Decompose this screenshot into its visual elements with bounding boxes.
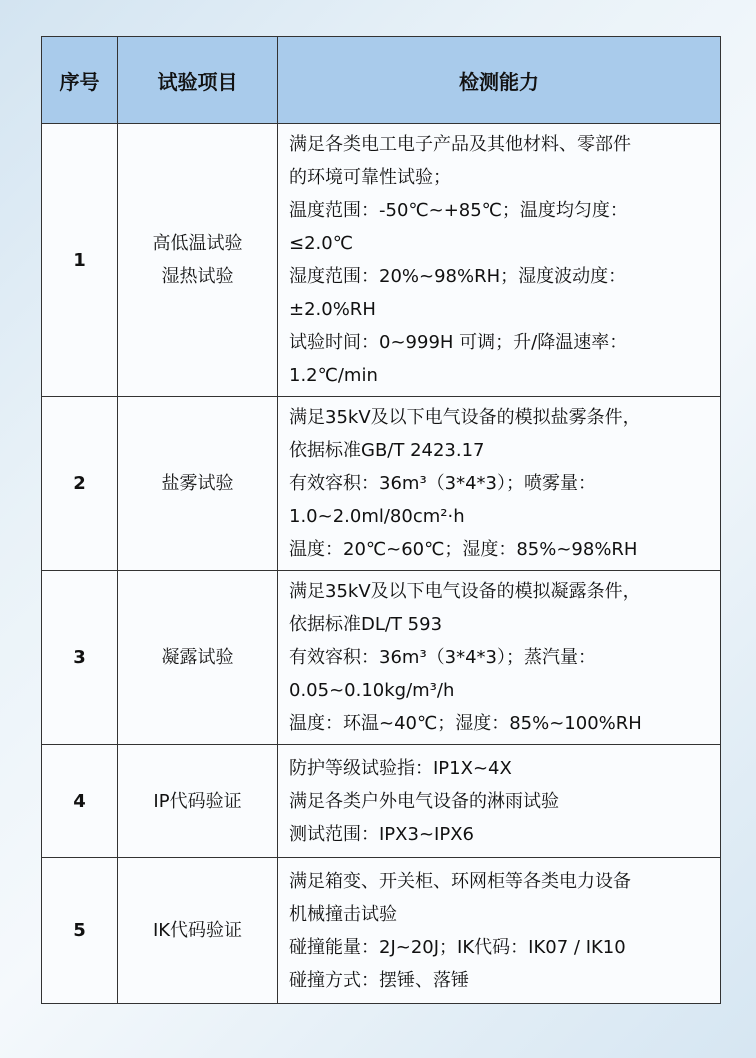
test-item-line: 高低温试验 [152,233,243,254]
capability-line: 满足各类电工电子产品及其他材料、零部件 [289,134,631,155]
capability-line: 试验时间：0~999H 可调；升/降温速率： [289,332,628,353]
capability-line: 满足各类户外电气设备的淋雨试验 [289,790,559,812]
table-row [42,397,721,571]
capability-cell [278,397,721,571]
test-item-line: IP代码验证 [153,790,242,812]
row-number: 4 [42,745,118,858]
table-row [42,571,721,745]
capability-line: 0.05~0.10kg/m³/h [289,680,455,701]
test-item-line: 凝露试验 [161,647,234,668]
capability-line: 防护等级试验指：IP1X~4X [289,757,512,779]
table-row [42,124,721,397]
capability-line: ±2.0%RH [289,299,376,320]
test-item-line: 湿热试验 [161,266,234,287]
capability-line: 温度：20℃~60℃；湿度：85%~98%RH [289,539,638,560]
capability-line: 满足箱变、开关柜、环网柜等各类电力设备 [289,870,631,892]
row-number: 1 [42,124,118,397]
test-item-line: IK代码验证 [152,920,243,941]
capability-line: 温度：环温~40℃；湿度：85%~100%RH [289,713,642,734]
capability-line: 碰撞方式：摆锤、落锤 [289,969,469,991]
header-item: 试验项目 [118,37,278,124]
test-capability-table [41,36,721,1004]
table-header-row [42,37,721,124]
table-row [42,858,721,1004]
test-item [118,745,278,858]
capability-line: 有效容积：36m³（3*4*3）；蒸汽量： [289,647,597,668]
capability-cell [278,745,721,858]
capability-line: 碰撞能量：2J~20J；IK代码：IK07 / IK10 [289,936,626,958]
test-item [118,124,278,397]
test-item [118,858,278,1004]
capability-line: 湿度范围：20%~98%RH；湿度波动度： [289,266,627,287]
row-number: 5 [42,858,118,1004]
capability-line: ≤2.0℃ [289,233,353,254]
capability-line: 满足35kV及以下电气设备的模拟盐雾条件， [289,407,641,428]
capability-cell [278,571,721,745]
row-number: 3 [42,571,118,745]
row-number: 2 [42,397,118,571]
capability-line: 满足35kV及以下电气设备的模拟凝露条件， [289,581,641,602]
table-row [42,745,721,858]
test-item [118,571,278,745]
capability-line: 依据标准GB/T 2423.17 [289,440,485,461]
capability-line: 温度范围：-50℃~+85℃；温度均匀度： [289,200,628,221]
capability-line: 有效容积：36m³（3*4*3）；喷雾量： [289,473,597,494]
capability-line: 1.0~2.0ml/80cm²·h [289,506,465,527]
capability-cell [278,124,721,397]
test-item [118,397,278,571]
header-capability: 检测能力 [278,37,721,124]
table-body [42,124,721,1004]
capability-line: 1.2℃/min [289,365,378,386]
capability-line: 依据标准DL/T 593 [289,614,443,635]
capability-line: 的环境可靠性试验； [289,167,451,188]
test-item-line: 盐雾试验 [161,473,234,494]
capability-cell [278,858,721,1004]
capability-line: 测试范围：IPX3~IPX6 [289,823,474,845]
header-no: 序号 [42,37,118,124]
capability-line: 机械撞击试验 [289,903,397,925]
